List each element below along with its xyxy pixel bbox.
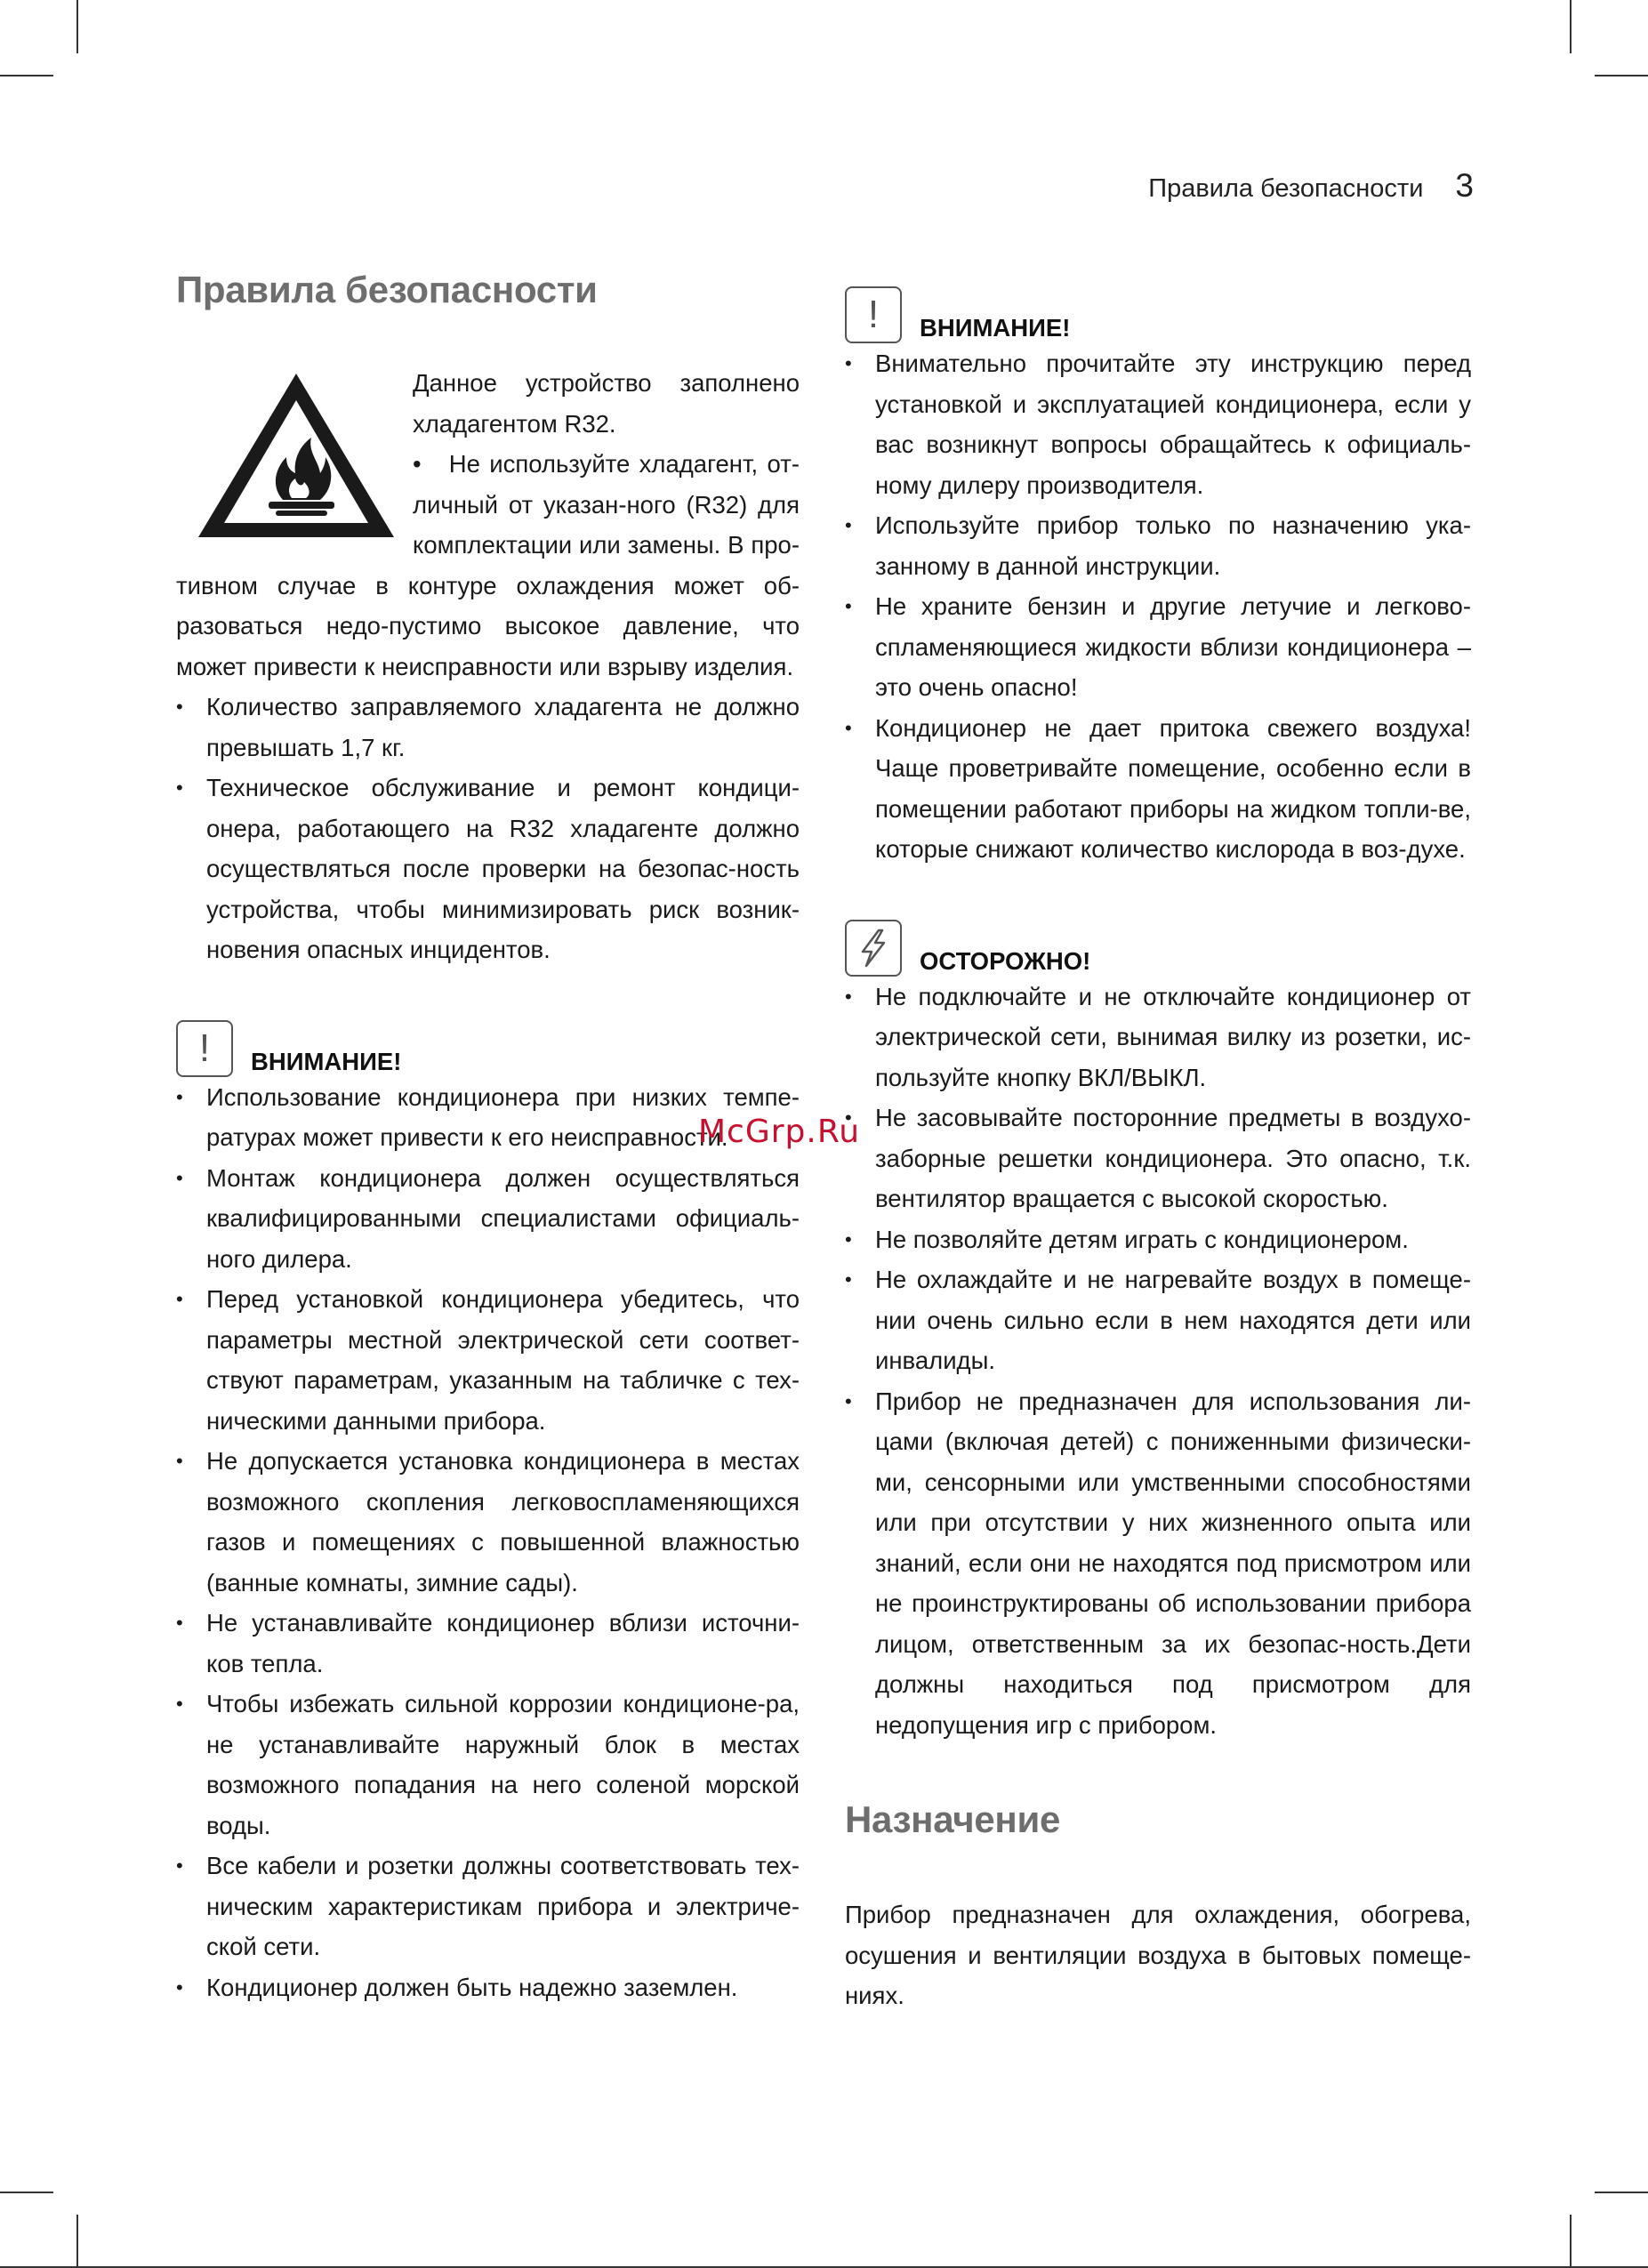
crop-mark bbox=[1595, 75, 1648, 76]
list-item: • Использование кондиционера при низких темпе-ратурах может привести к его неисправности. bbox=[176, 1077, 800, 1158]
section-heading-safety: Правила безопасности bbox=[176, 269, 598, 310]
exclamation-icon: ! bbox=[176, 1020, 233, 1077]
list-item: • Монтаж кондиционера должен осуществляться квалифицированными специалистами официаль-ного дилера. bbox=[176, 1158, 800, 1280]
refrigerant-list bbox=[176, 687, 800, 970]
refrigerant-warning bbox=[176, 363, 800, 970]
list-item: • Прибор не предназначен для использования ли-цами (включая детей) с пониженными физически-ми, сенсорными или умственными способностями или при отсутствии у них жизненного опыта или знаний, если они не находятся под присмотром или не проинструктированы об использовании прибора лицом, ответственным за их безопас-ность.Дети должны находиться под присмотром для недопущения игр с прибором. bbox=[845, 1381, 1471, 1746]
caution-list bbox=[845, 977, 1471, 1746]
notice-header-attention-left bbox=[176, 1017, 800, 1077]
watermark: McGrp.Ru bbox=[698, 1114, 861, 1150]
attention-list-right bbox=[845, 343, 1471, 870]
list-item: • Техническое обслуживание и ремонт кондици-онера, работающего на R32 хладагенте должно осуществляться после проверки на безопас-ность устройства, чтобы минимизировать риск возник-новения опасных инцидентов. bbox=[176, 768, 800, 970]
right-column bbox=[845, 283, 1471, 2016]
crop-mark bbox=[0, 2192, 53, 2193]
list-item: • Не позволяйте детям играть с кондиционером. bbox=[845, 1219, 1471, 1260]
crop-mark bbox=[76, 2215, 78, 2268]
crop-mark bbox=[1595, 2192, 1648, 2193]
page-number: 3 bbox=[1455, 167, 1474, 204]
section-heading-purpose: Назначение bbox=[845, 1798, 1061, 1840]
list-item: • Внимательно прочитайте эту инструкцию перед установкой и эксплуатацией кондиционера, если у вас возникнут вопросы обращайтесь к официаль-ному дилеру производителя. bbox=[845, 343, 1471, 505]
refrigerant-intro: Данное устройство заполнено хладагентом R32. bbox=[413, 369, 800, 438]
notice-title: ОСТОРОЖНО! bbox=[920, 946, 1091, 975]
list-item: • Не охлаждайте и не нагревайте воздух в помеще-нии очень сильно если в нем находятся дети или инвалиды. bbox=[845, 1259, 1471, 1381]
list-item: • Не устанавливайте кондиционер вблизи источни-ков тепла. bbox=[176, 1603, 800, 1684]
list-item: • Все кабели и розетки должны соответствовать тех-ническим характеристикам прибора и электриче-ской сети. bbox=[176, 1846, 800, 1967]
crop-mark bbox=[76, 0, 78, 53]
electric-shock-icon bbox=[845, 920, 902, 977]
notice-title: ВНИМАНИЕ! bbox=[251, 1047, 402, 1075]
list-item: • Перед установкой кондиционера убедитесь, что параметры местной электрической сети соответ-ствуют параметрам, указанным на табличке с тех-ническими данными прибора. bbox=[176, 1279, 800, 1441]
refrigerant-bullet-text: Не используйте хладагент, от-личный от указан-ного (R32) для комплектации или замены. В про-тивном случае в контуре охлаждения может об-разоваться недо-пустимо высокое давление, что может привести к неисправности или взрыву изделия. bbox=[176, 450, 800, 680]
notice-title: ВНИМАНИЕ! bbox=[920, 314, 1071, 342]
crop-mark bbox=[1570, 2215, 1572, 2268]
list-item: • Не храните бензин и другие летучие и легково-спламеняющиеся жидкости вблизи кондиционера – это очень опасно! bbox=[845, 586, 1471, 708]
notice-header-attention-right bbox=[845, 283, 1471, 343]
purpose-text: Прибор предназначен для охлаждения, обогрева, осушения и вентиляции воздуха в бытовых помеще-ниях. bbox=[845, 1901, 1471, 2009]
page-header bbox=[800, 167, 1474, 212]
crop-mark bbox=[1570, 0, 1572, 53]
header-title: Правила безопасности bbox=[1148, 174, 1424, 203]
list-item: • Не засовывайте посторонние предметы в воздухо-заборные решетки кондиционера. Это опасно, т.к. вентилятор вращается с высокой скоростью. bbox=[845, 1098, 1471, 1219]
lightning-icon bbox=[856, 929, 891, 968]
flammable-warning-icon bbox=[194, 368, 398, 543]
list-item: • Чтобы избежать сильной коррозии кондиционе-ра, не устанавливайте наружный блок в местах возможного попадания на него соленой морской воды. bbox=[176, 1684, 800, 1846]
list-item: • Не допускается установка кондиционера в местах возможного скопления легковоспламеняющихся газов и помещениях с повышенной влажностью (ванные комнаты, зимние сады). bbox=[176, 1441, 800, 1603]
exclamation-icon: ! bbox=[845, 286, 902, 343]
list-item: • Количество заправляемого хладагента не должно превышать 1,7 кг. bbox=[176, 687, 800, 768]
bullet-glyph: • bbox=[413, 450, 449, 478]
crop-mark bbox=[0, 75, 53, 76]
list-item: • Кондиционер должен быть надежно заземлен. bbox=[176, 1967, 800, 2008]
attention-list-left bbox=[176, 1077, 800, 2008]
list-item: • Используйте прибор только по назначению ука-занному в данной инструкции. bbox=[845, 505, 1471, 586]
notice-header-caution bbox=[845, 916, 1471, 977]
list-item: • Кондиционер не дает притока свежего воздуха! Чаще проветривайте помещение, особенно если в помещении работают приборы на жидком топли-ве, которые снижают количество кислорода в воз-духе. bbox=[845, 708, 1471, 870]
list-item: • Не подключайте и не отключайте кондиционер от электрической сети, вынимая вилку из розетки, ис-пользуйте кнопку ВКЛ/ВЫКЛ. bbox=[845, 977, 1471, 1098]
